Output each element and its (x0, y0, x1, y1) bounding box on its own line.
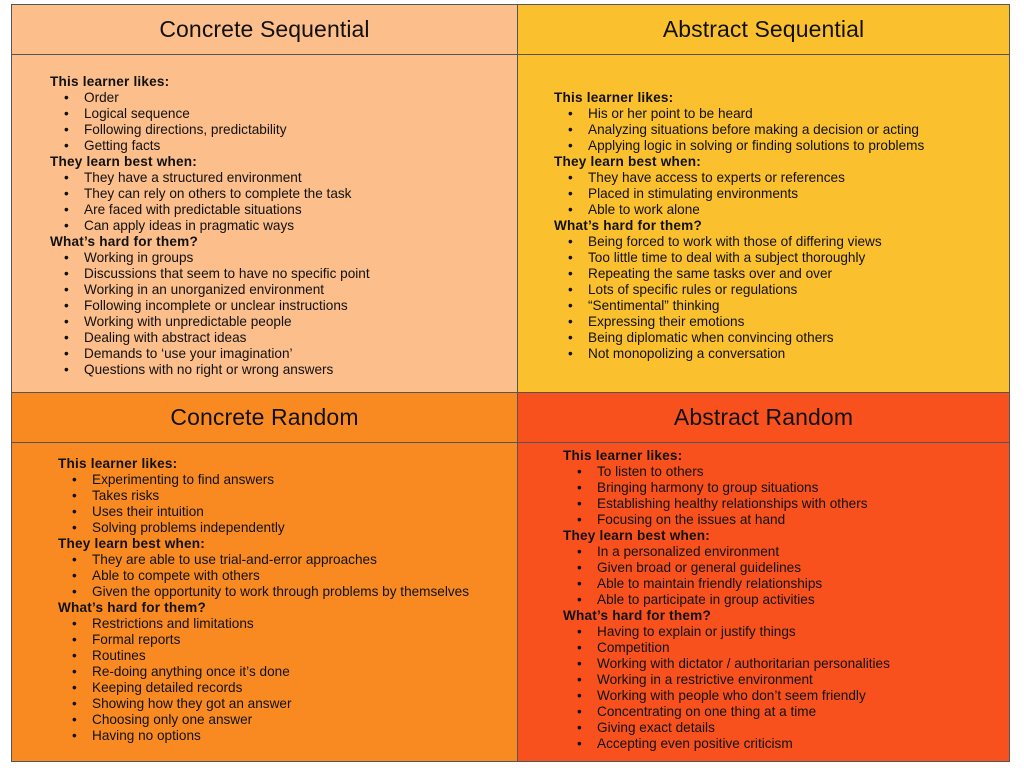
section-heading: They learn best when: (554, 154, 701, 169)
section-heading: This learner likes: (58, 456, 178, 471)
list-item: • They are able to use trial-and-error approaches (58, 552, 469, 568)
section-heading: They learn best when: (50, 154, 197, 169)
list-item: • Analyzing situations before making a decision or acting (554, 122, 924, 138)
bullet-list (563, 544, 890, 608)
section-heading: This learner likes: (563, 448, 683, 463)
list-item: • They have access to experts or references (554, 170, 924, 186)
list-item: • Following directions, predictability (50, 122, 370, 138)
list-item: • Keeping detailed records (58, 680, 469, 696)
list-item: • Restrictions and limitations (58, 616, 469, 632)
bullet-list (50, 90, 370, 154)
list-item: • Can apply ideas in pragmatic ways (50, 218, 370, 234)
list-item: • Lots of specific rules or regulations (554, 282, 924, 298)
list-item: • Uses their intuition (58, 504, 469, 520)
bullet-list (563, 464, 890, 528)
quadrant-concrete-random (12, 393, 518, 761)
quadrant-abstract-sequential (518, 5, 1009, 393)
section-heading: They learn best when: (58, 536, 205, 551)
list-item: • Focusing on the issues at hand (563, 512, 890, 528)
list-item: • Working with dictator / authoritarian personalities (563, 656, 890, 672)
list-item: • Accepting even positive criticism (563, 736, 890, 752)
list-item: • They can rely on others to complete the task (50, 186, 370, 202)
quadrant-title: Concrete Sequential (12, 5, 517, 55)
quadrant-body (58, 456, 469, 744)
list-item: • Demands to ‘use your imagination’ (50, 346, 370, 362)
section-heading: What’s hard for them? (58, 600, 206, 615)
list-item: • Choosing only one answer (58, 712, 469, 728)
list-item: • In a personalized environment (563, 544, 890, 560)
list-item: • Formal reports (58, 632, 469, 648)
list-item: • Following incomplete or unclear instructions (50, 298, 370, 314)
list-item: • Working in groups (50, 250, 370, 266)
bullet-list (50, 250, 370, 378)
bullet-list (50, 170, 370, 234)
bullet-list (554, 170, 924, 218)
list-item: • Not monopolizing a conversation (554, 346, 924, 362)
list-item: • Given broad or general guidelines (563, 560, 890, 576)
quadrant-body (554, 90, 924, 362)
list-item: • Too little time to deal with a subject thoroughly (554, 250, 924, 266)
list-item: • Solving problems independently (58, 520, 469, 536)
list-item: • Competition (563, 640, 890, 656)
list-item: • Working with unpredictable people (50, 314, 370, 330)
quadrant-concrete-sequential (12, 5, 518, 393)
list-item: • Working in an unorganized environment (50, 282, 370, 298)
quadrant-title: Concrete Random (12, 393, 517, 443)
list-item: • Placed in stimulating environments (554, 186, 924, 202)
list-item: • His or her point to be heard (554, 106, 924, 122)
section-heading: What’s hard for them? (50, 234, 198, 249)
list-item: • Working with people who don’t seem friendly (563, 688, 890, 704)
list-item: • Able to participate in group activities (563, 592, 890, 608)
bullet-list (58, 616, 469, 744)
list-item: • Able to work alone (554, 202, 924, 218)
section-heading: This learner likes: (50, 74, 170, 89)
list-item: • Repeating the same tasks over and over (554, 266, 924, 282)
list-item: • “Sentimental” thinking (554, 298, 924, 314)
learning-styles-grid (11, 4, 1010, 762)
list-item: • Experimenting to find answers (58, 472, 469, 488)
section-heading: What’s hard for them? (554, 218, 702, 233)
list-item: • Having to explain or justify things (563, 624, 890, 640)
quadrant-body (563, 448, 890, 752)
section-heading: This learner likes: (554, 90, 674, 105)
list-item: • Expressing their emotions (554, 314, 924, 330)
section-heading: What’s hard for them? (563, 608, 711, 623)
bullet-list (58, 552, 469, 600)
list-item: • Questions with no right or wrong answers (50, 362, 370, 378)
list-item: • Being forced to work with those of differing views (554, 234, 924, 250)
list-item: • They have a structured environment (50, 170, 370, 186)
list-item: • Being diplomatic when convincing others (554, 330, 924, 346)
list-item: • Routines (58, 648, 469, 664)
list-item: • Re-doing anything once it’s done (58, 664, 469, 680)
list-item: • Bringing harmony to group situations (563, 480, 890, 496)
list-item: • Able to compete with others (58, 568, 469, 584)
list-item: • Logical sequence (50, 106, 370, 122)
list-item: • Working in a restrictive environment (563, 672, 890, 688)
quadrant-body (50, 74, 370, 378)
list-item: • Applying logic in solving or finding solutions to problems (554, 138, 924, 154)
bullet-list (554, 106, 924, 154)
list-item: • Establishing healthy relationships with others (563, 496, 890, 512)
quadrant-title: Abstract Random (518, 393, 1009, 443)
list-item: • Order (50, 90, 370, 106)
list-item: • Are faced with predictable situations (50, 202, 370, 218)
bullet-list (563, 624, 890, 752)
section-heading: They learn best when: (563, 528, 710, 543)
list-item: • Having no options (58, 728, 469, 744)
list-item: • Given the opportunity to work through problems by themselves (58, 584, 469, 600)
quadrant-abstract-random (518, 393, 1009, 761)
list-item: • Giving exact details (563, 720, 890, 736)
quadrant-title: Abstract Sequential (518, 5, 1009, 55)
list-item: • Concentrating on one thing at a time (563, 704, 890, 720)
bullet-list (554, 234, 924, 362)
list-item: • Able to maintain friendly relationships (563, 576, 890, 592)
list-item: • Showing how they got an answer (58, 696, 469, 712)
list-item: • To listen to others (563, 464, 890, 480)
list-item: • Dealing with abstract ideas (50, 330, 370, 346)
list-item: • Getting facts (50, 138, 370, 154)
bullet-list (58, 472, 469, 536)
list-item: • Takes risks (58, 488, 469, 504)
list-item: • Discussions that seem to have no specific point (50, 266, 370, 282)
